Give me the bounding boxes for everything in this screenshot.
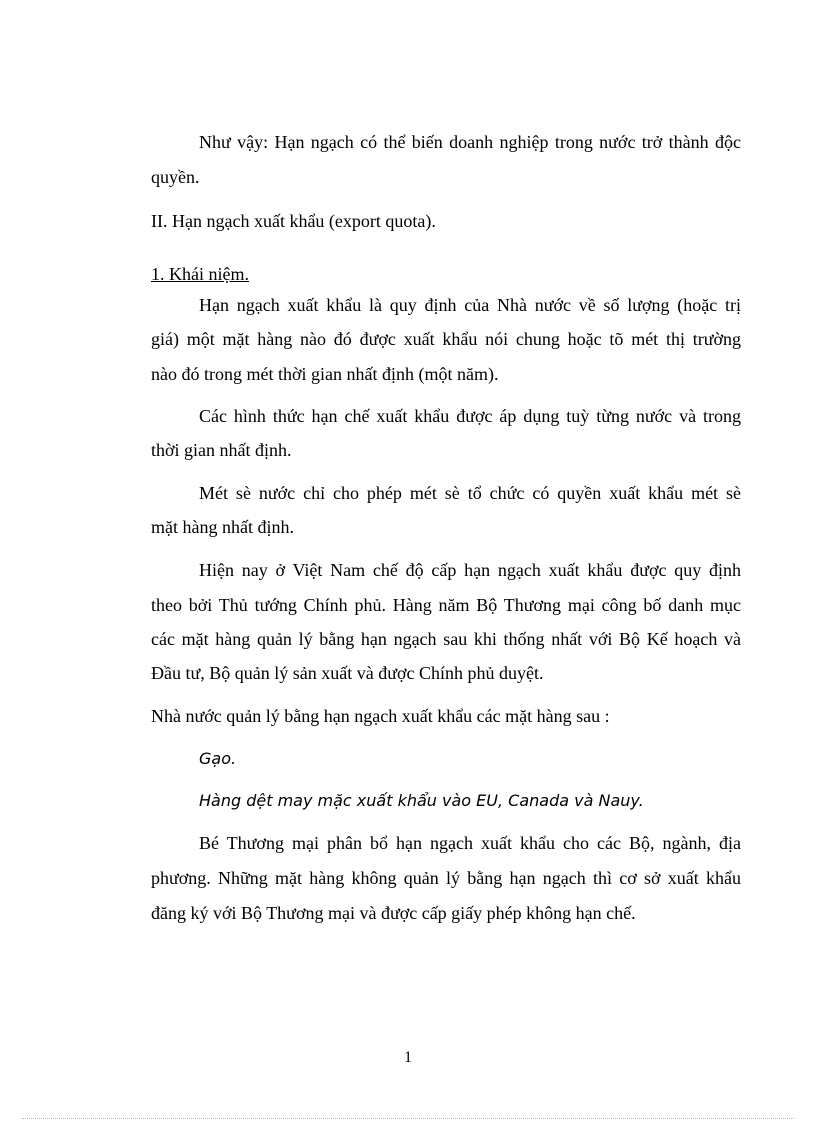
- paragraph-6: Nhà nước quản lý bằng hạn ngạch xuất khẩu các mặt hàng sau :: [151, 706, 610, 726]
- paragraph-7-line-3: đăng ký với Bộ Thương mại và được cấp giấy phép không hạn chế.: [151, 903, 636, 923]
- paragraph-5-line-3: các mặt hàng quản lý bằng hạn ngạch sau khi thống nhất với Bộ Kế hoạch và: [151, 629, 741, 649]
- section-heading: II. Hạn ngạch xuất khẩu (export quota).: [151, 211, 436, 231]
- paragraph-2-line-1: Hạn ngạch xuất khẩu là quy định của Nhà nước về số lượng (hoặc trị: [199, 295, 741, 315]
- paragraph-7-line-1: Bé Thương mại phân bổ hạn ngạch xuất khẩu cho các Bộ, ngành, địa: [199, 833, 741, 853]
- paragraph-4-line-1: Mét sè nước chỉ cho phép mét sè tổ chức có quyền xuất khẩu mét sè: [199, 483, 741, 503]
- paragraph-5-line-1: Hiện nay ở Việt Nam chế độ cấp hạn ngạch xuất khẩu được quy định: [199, 560, 741, 580]
- page-bottom-border: [22, 1118, 794, 1119]
- paragraph-2-line-3: nào đó trong mét thời gian nhất định (một năm).: [151, 364, 499, 384]
- paragraph-1-line-1: Như vậy: Hạn ngạch có thể biến doanh nghiệp trong nước trở thành độc: [199, 132, 741, 152]
- list-item: Hàng dệt may mặc xuất khẩu vào EU, Canada và Nauy.: [199, 791, 644, 810]
- subheading-text: 1. Khái niệm.: [151, 264, 249, 284]
- subheading: [151, 263, 741, 285]
- paragraph-3-line-2: thời gian nhất định.: [151, 440, 292, 460]
- paragraph-3-line-1: Các hình thức hạn chế xuất khẩu được áp dụng tuỳ từng nước và trong: [199, 406, 741, 426]
- paragraph-5-line-2: theo bởi Thủ tướng Chính phủ. Hàng năm Bộ Thương mại công bố danh mục: [151, 595, 741, 615]
- paragraph-4-line-2: mặt hàng nhất định.: [151, 517, 294, 537]
- list-item: Gạo.: [199, 749, 237, 768]
- paragraph-1-line-2: quyền.: [151, 167, 200, 187]
- paragraph-7-line-2: phương. Những mặt hàng không quản lý bằng hạn ngạch thì cơ sở xuất khẩu: [151, 868, 741, 888]
- paragraph-2-line-2: giá) một mặt hàng nào đó được xuất khẩu nói chung hoặc tõ mét thị trường: [151, 329, 741, 349]
- paragraph-5-line-4: Đầu tư, Bộ quản lý sản xuất và được Chính phủ duyệt.: [151, 663, 544, 683]
- page-number: 1: [404, 1049, 412, 1066]
